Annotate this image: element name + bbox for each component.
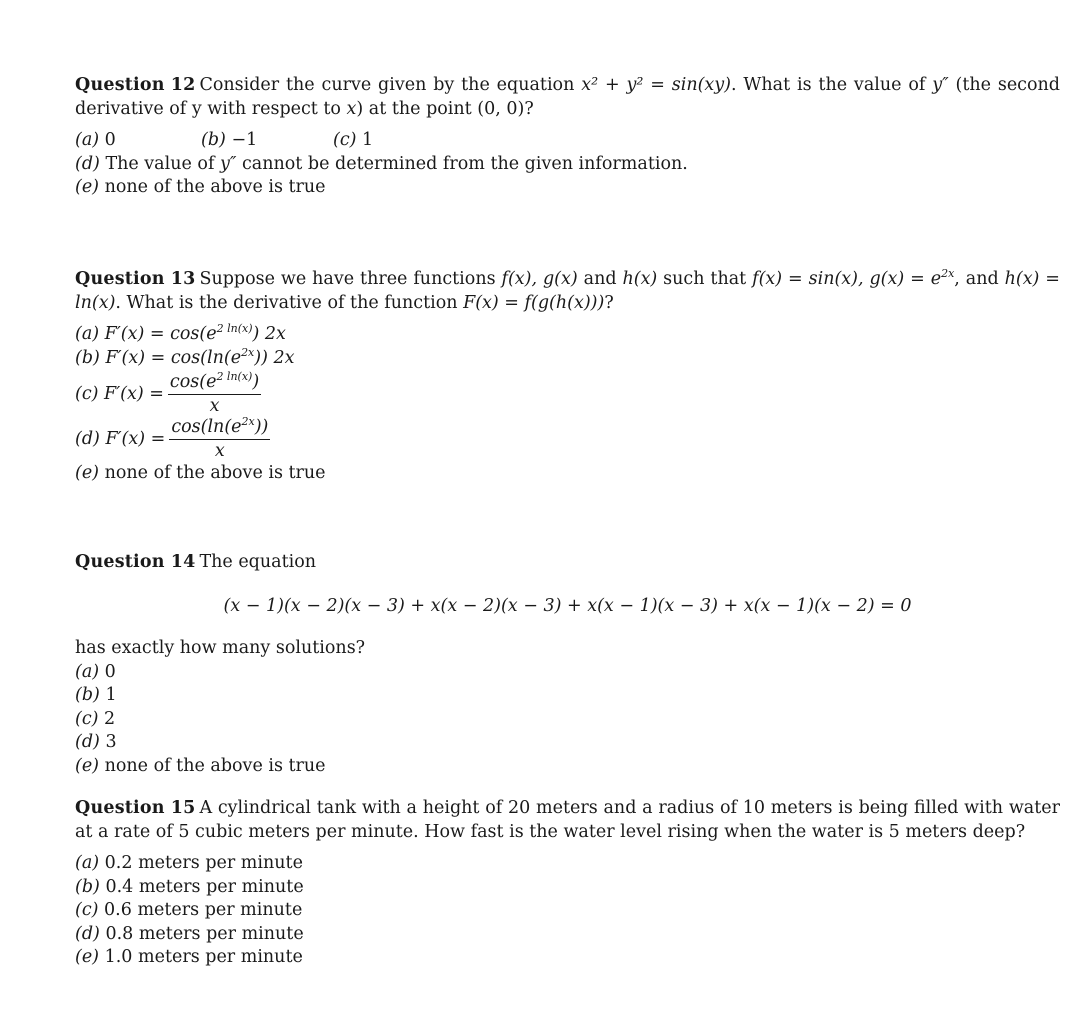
option-c[interactable] bbox=[75, 899, 1060, 923]
option-text: 3 bbox=[105, 732, 117, 752]
option-text: none of the above is true bbox=[104, 463, 326, 483]
option-math: cos(e bbox=[169, 372, 217, 392]
option-label: (a) bbox=[75, 661, 100, 682]
option-c[interactable] bbox=[333, 129, 373, 153]
question-13-stem bbox=[75, 268, 1060, 315]
option-c[interactable] bbox=[75, 708, 1060, 732]
option-text: 0.4 meters per minute bbox=[105, 876, 304, 897]
option-math: )) bbox=[254, 417, 269, 437]
option-math: cos(ln(e bbox=[171, 417, 242, 437]
option-text: y″ bbox=[219, 153, 237, 174]
option-label: (e) bbox=[75, 755, 100, 776]
option-label: (b) bbox=[201, 130, 226, 150]
option-label: (e) bbox=[75, 947, 100, 967]
option-row-abc bbox=[75, 129, 1060, 153]
option-label: (c) bbox=[75, 708, 99, 729]
question-13-heading: Question bbox=[75, 269, 165, 289]
question-12-stem bbox=[75, 74, 1060, 121]
question-12-heading: Question bbox=[75, 75, 165, 95]
option-d[interactable] bbox=[75, 153, 1060, 177]
option-e[interactable] bbox=[75, 176, 1060, 200]
option-math: F′(x) = cos(e bbox=[104, 324, 217, 344]
stem-text: such that bbox=[657, 269, 753, 289]
option-math: F′(x) = bbox=[104, 384, 164, 404]
option-b[interactable] bbox=[201, 129, 333, 153]
option-d[interactable] bbox=[75, 923, 1060, 947]
stem-text: ) at the point (0, 0)? bbox=[356, 98, 534, 119]
option-text: 0 bbox=[104, 661, 116, 682]
option-label: (e) bbox=[75, 177, 100, 197]
question-12 bbox=[75, 74, 1060, 200]
stem-text: Consider the curve given by the equation bbox=[199, 75, 582, 95]
option-e[interactable] bbox=[75, 462, 1060, 486]
option-label: (b) bbox=[75, 876, 100, 897]
x-variable: x bbox=[346, 98, 357, 119]
option-d[interactable] bbox=[75, 417, 1060, 462]
option-e[interactable] bbox=[75, 755, 1060, 779]
option-label: (d) bbox=[75, 732, 100, 752]
question-12-options bbox=[75, 129, 1060, 200]
option-exponent: 2x bbox=[241, 345, 255, 359]
question-12-number: 12 bbox=[170, 75, 196, 95]
option-a[interactable] bbox=[75, 852, 1060, 876]
option-text: 1 bbox=[105, 685, 117, 705]
fraction bbox=[168, 372, 261, 417]
question-14-stem bbox=[75, 551, 1060, 575]
option-text: −1 bbox=[231, 130, 258, 150]
option-label: (c) bbox=[333, 130, 357, 150]
option-exponent: 2x bbox=[241, 415, 255, 429]
option-text: 0.2 meters per minute bbox=[104, 853, 303, 873]
option-text: 0.6 meters per minute bbox=[104, 900, 303, 920]
option-text: 0.8 meters per minute bbox=[105, 923, 304, 944]
option-label: (d) bbox=[75, 923, 100, 944]
fraction-denominator bbox=[168, 395, 261, 417]
y-double-prime: y″ bbox=[932, 75, 949, 95]
stem-text: (the second derivative of y with respect to bbox=[75, 75, 1060, 119]
question-14-heading: Question bbox=[75, 552, 165, 572]
stem-text: Suppose we have three functions bbox=[199, 269, 502, 289]
fraction-denominator bbox=[169, 440, 270, 462]
option-label: (c) bbox=[75, 384, 99, 404]
math-expression: h(x) = ln(x) bbox=[75, 269, 1060, 313]
option-text: 1 bbox=[362, 130, 374, 150]
display-equation bbox=[75, 595, 1060, 619]
question-15-number: 15 bbox=[170, 798, 196, 818]
stem-text: , and bbox=[954, 269, 1005, 289]
question-14-number: 14 bbox=[170, 552, 196, 572]
fraction bbox=[169, 417, 270, 462]
stem-text: . What is the derivative of the function bbox=[115, 292, 464, 313]
option-math: )) 2x bbox=[254, 347, 295, 368]
option-text: cannot be determined from the given information. bbox=[236, 153, 688, 174]
option-d[interactable] bbox=[75, 731, 1060, 755]
math-expression: h(x) bbox=[622, 269, 658, 289]
option-math: x bbox=[214, 441, 225, 461]
option-math: x bbox=[209, 396, 220, 416]
option-label: (b) bbox=[75, 685, 100, 705]
option-exponent: 2 ln(x) bbox=[216, 322, 253, 336]
question-15 bbox=[75, 797, 1060, 970]
stem-text: and bbox=[577, 269, 623, 289]
question-15-stem bbox=[75, 797, 1060, 844]
option-math: F′(x) = bbox=[105, 429, 166, 449]
option-exponent: 2 ln(x) bbox=[216, 370, 253, 384]
fraction-numerator bbox=[169, 417, 270, 440]
math-expression: f(x), g(x) bbox=[501, 269, 578, 289]
question-15-heading: Question bbox=[75, 798, 165, 818]
stem-text: A cylindrical tank with a height of 20 meters and a radius of 10 meters is being filled with water at a rate of 5 cubic meters per minute. How fast is the water level rising when the water is 5 meters deep? bbox=[75, 798, 1060, 842]
stem-text: ? bbox=[604, 292, 614, 313]
question-13-number: 13 bbox=[170, 269, 196, 289]
option-text: 1.0 meters per minute bbox=[104, 947, 303, 967]
question-15-options bbox=[75, 852, 1060, 970]
option-text: The value of bbox=[105, 153, 220, 174]
option-text: 0 bbox=[104, 130, 116, 150]
option-text: none of the above is true bbox=[104, 177, 326, 197]
option-a[interactable] bbox=[75, 661, 1060, 685]
option-b[interactable] bbox=[75, 876, 1060, 900]
curve-equation: x² + y² = sin(xy) bbox=[581, 75, 731, 95]
question-14 bbox=[75, 551, 1060, 778]
option-c[interactable] bbox=[75, 372, 1060, 417]
option-b[interactable] bbox=[75, 684, 1060, 708]
math-expression: f(x) = sin(x), g(x) = e bbox=[752, 269, 942, 289]
option-math: F′(x) = cos(ln(e bbox=[105, 347, 242, 368]
question-14-stem-after: has exactly how many solutions? bbox=[75, 638, 366, 658]
option-label: (a) bbox=[75, 130, 100, 150]
math-exponent: 2x bbox=[941, 267, 955, 281]
option-label: (d) bbox=[75, 153, 100, 174]
option-a[interactable] bbox=[75, 323, 1060, 347]
option-label: (d) bbox=[75, 429, 100, 449]
question-13 bbox=[75, 268, 1060, 486]
option-math: ) bbox=[252, 372, 260, 392]
option-label: (a) bbox=[75, 324, 100, 344]
option-label: (b) bbox=[75, 347, 100, 368]
option-label: (c) bbox=[75, 900, 99, 920]
option-b[interactable] bbox=[75, 347, 1060, 371]
question-13-options bbox=[75, 323, 1060, 486]
question-14-options bbox=[75, 661, 1060, 779]
option-label: (a) bbox=[75, 853, 100, 873]
option-label: (e) bbox=[75, 463, 100, 483]
fraction-numerator bbox=[168, 372, 261, 395]
option-e[interactable] bbox=[75, 946, 1060, 970]
math-expression: F(x) = f(g(h(x))) bbox=[463, 292, 605, 313]
option-text: 2 bbox=[104, 708, 116, 729]
option-a[interactable] bbox=[75, 129, 201, 153]
stem-text: . What is the value of bbox=[731, 75, 933, 95]
option-math: ) 2x bbox=[252, 324, 286, 344]
equation-text: (x − 1)(x − 2)(x − 3) + x(x − 2)(x − 3) + x(x − 1)(x − 3) + x(x − 1)(x − 2) = 0 bbox=[223, 595, 912, 616]
option-text: none of the above is true bbox=[104, 755, 326, 776]
stem-text: The equation bbox=[199, 552, 317, 572]
